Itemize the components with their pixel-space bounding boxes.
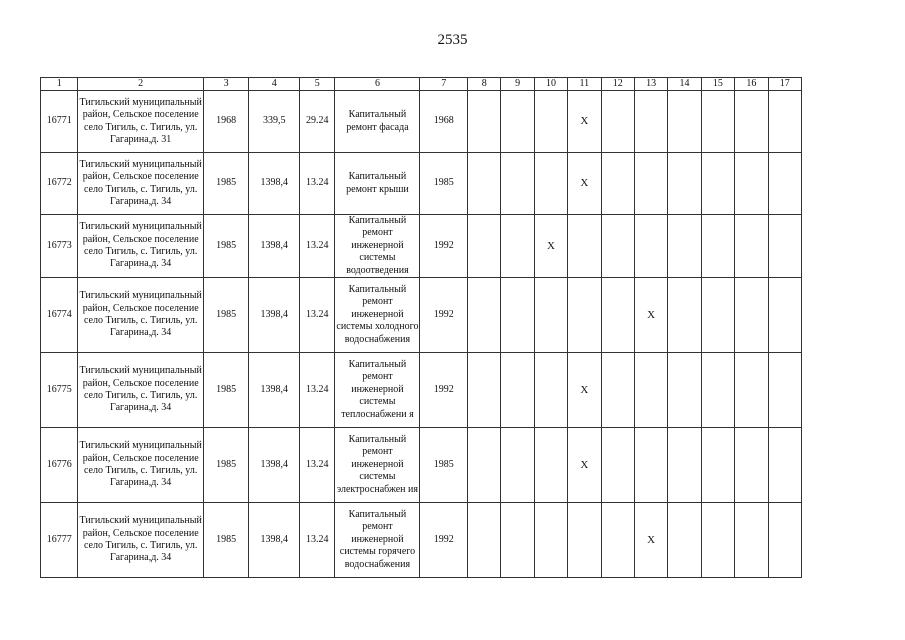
column-header: 11	[568, 78, 601, 91]
mark-cell	[634, 428, 667, 503]
mark-cell	[568, 503, 601, 578]
mark-cell	[534, 153, 567, 215]
mark-cell	[735, 503, 768, 578]
mark-cell	[735, 278, 768, 353]
mark-cell	[701, 278, 734, 353]
mark-cell	[601, 91, 634, 153]
mark-cell	[468, 503, 501, 578]
row-year-work: 1992	[420, 278, 468, 353]
column-header: 15	[701, 78, 734, 91]
mark-cell: X	[568, 91, 601, 153]
row-id: 16774	[41, 278, 78, 353]
column-header: 1	[41, 78, 78, 91]
column-header: 14	[668, 78, 701, 91]
mark-cell	[568, 278, 601, 353]
mark-cell	[768, 215, 801, 278]
row-year-work: 1985	[420, 153, 468, 215]
row-address: Тигильский муниципальный район, Сельское поселение село Тигиль, с. Тигиль, ул. Гагарина,д. 34	[78, 428, 203, 503]
row-year-work: 1968	[420, 91, 468, 153]
row-value: 13.24	[300, 353, 335, 428]
mark-cell	[568, 215, 601, 278]
row-id: 16777	[41, 503, 78, 578]
table-row	[41, 428, 802, 503]
mark-cell	[601, 278, 634, 353]
row-address: Тигильский муниципальный район, Сельское поселение село Тигиль, с. Тигиль, ул. Гагарина,д. 31	[78, 91, 203, 153]
mark-cell	[501, 278, 534, 353]
table-row	[41, 278, 802, 353]
mark-cell	[534, 503, 567, 578]
mark-cell	[601, 353, 634, 428]
mark-cell	[468, 153, 501, 215]
row-year-built: 1985	[203, 215, 249, 278]
mark-cell: X	[634, 278, 667, 353]
mark-cell	[534, 91, 567, 153]
mark-cell	[768, 153, 801, 215]
row-id: 16771	[41, 91, 78, 153]
row-area: 1398,4	[249, 153, 300, 215]
mark-cell	[468, 353, 501, 428]
row-area: 339,5	[249, 91, 300, 153]
row-value: 13.24	[300, 278, 335, 353]
row-year-built: 1968	[203, 91, 249, 153]
mark-cell	[768, 353, 801, 428]
mark-cell	[501, 215, 534, 278]
row-work-type: Капитальный ремонт крыши	[335, 153, 420, 215]
mark-cell	[634, 215, 667, 278]
row-work-type: Капитальный ремонт инженерной системы водоотведения	[335, 215, 420, 278]
row-work-type: Капитальный ремонт фасада	[335, 91, 420, 153]
column-header: 6	[335, 78, 420, 91]
mark-cell	[468, 91, 501, 153]
column-header: 10	[534, 78, 567, 91]
mark-cell	[601, 153, 634, 215]
mark-cell	[768, 428, 801, 503]
table-row	[41, 91, 802, 153]
mark-cell	[501, 91, 534, 153]
mark-cell	[468, 278, 501, 353]
mark-cell	[601, 215, 634, 278]
mark-cell	[634, 353, 667, 428]
row-id: 16772	[41, 153, 78, 215]
column-header: 5	[300, 78, 335, 91]
row-value: 13.24	[300, 503, 335, 578]
mark-cell	[668, 91, 701, 153]
mark-cell	[634, 91, 667, 153]
row-value: 13.24	[300, 215, 335, 278]
column-header: 16	[735, 78, 768, 91]
mark-cell	[768, 503, 801, 578]
mark-cell	[735, 353, 768, 428]
row-address: Тигильский муниципальный район, Сельское поселение село Тигиль, с. Тигиль, ул. Гагарина,д. 34	[78, 278, 203, 353]
mark-cell	[468, 428, 501, 503]
column-header: 7	[420, 78, 468, 91]
column-header: 8	[468, 78, 501, 91]
row-value: 29.24	[300, 91, 335, 153]
mark-cell	[634, 153, 667, 215]
table-row	[41, 503, 802, 578]
column-header: 9	[501, 78, 534, 91]
mark-cell	[501, 353, 534, 428]
mark-cell: X	[634, 503, 667, 578]
row-work-type: Капитальный ремонт инженерной системы горячего водоснабжения	[335, 503, 420, 578]
row-year-built: 1985	[203, 428, 249, 503]
row-year-work: 1992	[420, 353, 468, 428]
column-header: 3	[203, 78, 249, 91]
row-address: Тигильский муниципальный район, Сельское поселение село Тигиль, с. Тигиль, ул. Гагарина,д. 34	[78, 353, 203, 428]
mark-cell	[468, 215, 501, 278]
row-value: 13.24	[300, 153, 335, 215]
row-year-work: 1992	[420, 503, 468, 578]
column-header: 17	[768, 78, 801, 91]
mark-cell	[534, 353, 567, 428]
mark-cell: X	[568, 153, 601, 215]
column-header: 12	[601, 78, 634, 91]
mark-cell	[534, 278, 567, 353]
mark-cell	[668, 153, 701, 215]
mark-cell	[668, 353, 701, 428]
row-work-type: Капитальный ремонт инженерной системы холодного водоснабжения	[335, 278, 420, 353]
mark-cell	[501, 153, 534, 215]
column-header: 2	[78, 78, 203, 91]
page-number: 2535	[437, 32, 468, 48]
row-area: 1398,4	[249, 503, 300, 578]
mark-cell	[668, 428, 701, 503]
mark-cell	[601, 428, 634, 503]
row-value: 13.24	[300, 428, 335, 503]
row-work-type: Капитальный ремонт инженерной системы электроснабжен ия	[335, 428, 420, 503]
mark-cell	[701, 503, 734, 578]
mark-cell	[501, 428, 534, 503]
row-year-built: 1985	[203, 278, 249, 353]
mark-cell	[501, 503, 534, 578]
mark-cell	[768, 278, 801, 353]
mark-cell	[735, 91, 768, 153]
mark-cell: X	[568, 353, 601, 428]
row-address: Тигильский муниципальный район, Сельское поселение село Тигиль, с. Тигиль, ул. Гагарина,д. 34	[78, 215, 203, 278]
mark-cell	[701, 428, 734, 503]
row-id: 16775	[41, 353, 78, 428]
row-work-type: Капитальный ремонт инженерной системы теплоснабжени я	[335, 353, 420, 428]
mark-cell	[668, 215, 701, 278]
mark-cell: X	[568, 428, 601, 503]
row-year-built: 1985	[203, 503, 249, 578]
mark-cell: X	[534, 215, 567, 278]
mark-cell	[701, 215, 734, 278]
mark-cell	[601, 503, 634, 578]
row-area: 1398,4	[249, 215, 300, 278]
repair-schedule-table	[40, 77, 802, 578]
row-id: 16773	[41, 215, 78, 278]
mark-cell	[668, 503, 701, 578]
row-area: 1398,4	[249, 353, 300, 428]
mark-cell	[735, 215, 768, 278]
row-year-work: 1992	[420, 215, 468, 278]
column-header: 4	[249, 78, 300, 91]
mark-cell	[668, 278, 701, 353]
row-year-work: 1985	[420, 428, 468, 503]
column-header: 13	[634, 78, 667, 91]
table-row	[41, 353, 802, 428]
row-area: 1398,4	[249, 428, 300, 503]
row-area: 1398,4	[249, 278, 300, 353]
row-address: Тигильский муниципальный район, Сельское поселение село Тигиль, с. Тигиль, ул. Гагарина,д. 34	[78, 503, 203, 578]
row-address: Тигильский муниципальный район, Сельское поселение село Тигиль, с. Тигиль, ул. Гагарина,д. 34	[78, 153, 203, 215]
mark-cell	[768, 91, 801, 153]
row-year-built: 1985	[203, 353, 249, 428]
mark-cell	[701, 91, 734, 153]
row-year-built: 1985	[203, 153, 249, 215]
mark-cell	[701, 353, 734, 428]
table-row	[41, 215, 802, 278]
row-id: 16776	[41, 428, 78, 503]
mark-cell	[701, 153, 734, 215]
column-number-header-row	[41, 78, 802, 91]
mark-cell	[534, 428, 567, 503]
mark-cell	[735, 153, 768, 215]
table-row	[41, 153, 802, 215]
mark-cell	[735, 428, 768, 503]
